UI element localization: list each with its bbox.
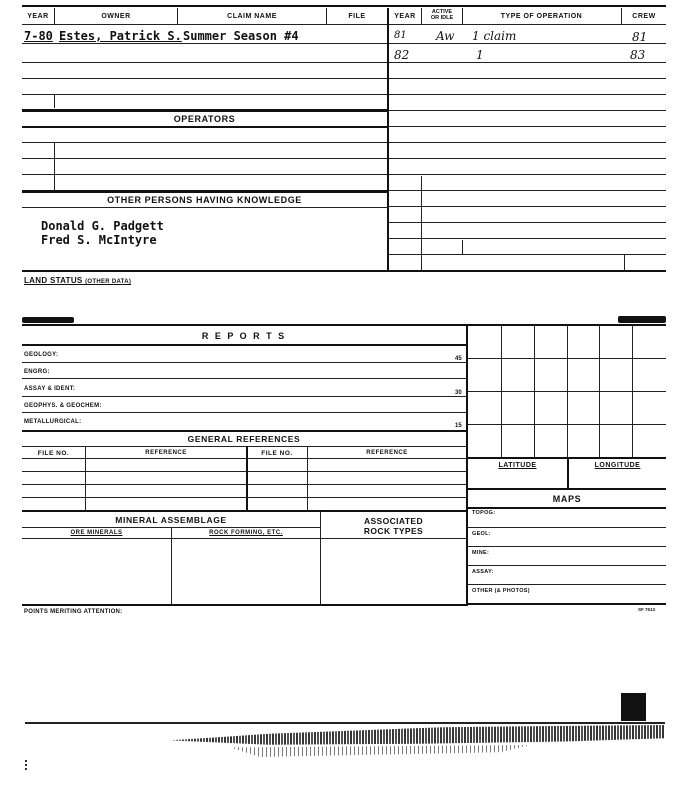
grid-line xyxy=(501,326,502,457)
report-mark: 30 xyxy=(455,390,462,396)
land-status-subtitle: (OTHER DATA) xyxy=(85,279,132,285)
scan-artifact-smudge xyxy=(230,745,530,757)
scan-artifact-square xyxy=(621,693,646,721)
col-header-crew: CREW xyxy=(632,13,656,20)
map-topog: TOPOG: xyxy=(472,510,496,516)
row-line xyxy=(22,174,387,175)
col-header-active-idle xyxy=(422,9,462,21)
top-border xyxy=(22,5,666,7)
row-line xyxy=(22,78,387,79)
report-assay: ASSAY & IDENT: xyxy=(24,386,76,392)
row-line xyxy=(389,43,666,44)
report-mark: 15 xyxy=(455,423,462,429)
col-divider xyxy=(462,240,463,254)
operation-year: 82 xyxy=(394,48,410,62)
associated-rock-types-title xyxy=(321,516,466,536)
operation-crew: 81 xyxy=(632,30,648,44)
row-line xyxy=(22,458,466,459)
row-line xyxy=(22,344,466,346)
row-line xyxy=(22,446,466,447)
col-header-ore-minerals: ORE MINERALS xyxy=(70,530,123,536)
claim-owner: Estes, Patrick S. xyxy=(59,29,182,43)
claim-name: Summer Season #4 xyxy=(183,29,299,43)
col-header-year: YEAR xyxy=(27,13,49,20)
land-status-title xyxy=(24,276,131,285)
col-header-owner: OWNER xyxy=(101,13,131,20)
map-assay: ASSAY: xyxy=(472,569,494,575)
or-idle-label: OR IDLE xyxy=(430,15,454,21)
row-line xyxy=(22,142,387,143)
grid-line xyxy=(567,326,568,457)
map-geol: GEOL: xyxy=(472,531,491,537)
row-line xyxy=(389,142,666,143)
maps-title: MAPS xyxy=(552,494,582,504)
latitude-label: LATITUDE xyxy=(498,462,537,469)
row-line xyxy=(22,604,466,606)
row-line xyxy=(22,362,466,363)
row-line xyxy=(389,78,666,79)
longitude-label: LONGITUDE xyxy=(594,462,641,469)
row-line xyxy=(22,43,387,44)
row-line xyxy=(22,62,387,63)
col-header-file-no-2: FILE NO. xyxy=(261,450,293,457)
col-divider xyxy=(246,446,248,510)
row-line xyxy=(22,94,387,95)
claim-year: 7-80 xyxy=(24,29,53,43)
row-line xyxy=(389,126,666,127)
scan-artifact-smudge xyxy=(170,725,665,747)
scan-artifact xyxy=(22,317,74,323)
row-line xyxy=(468,603,666,605)
row-line xyxy=(22,126,387,128)
col-divider xyxy=(54,143,55,190)
col-header-year-2: YEAR xyxy=(394,13,416,20)
operators-title: OPERATORS xyxy=(173,114,236,124)
report-geophys: GEOPHYS. & GEOCHEM: xyxy=(24,403,102,409)
rock-types-label: ROCK TYPES xyxy=(363,526,424,536)
col-divider xyxy=(307,446,308,510)
row-line xyxy=(389,206,666,207)
report-mark: 45 xyxy=(455,356,462,362)
scan-artifact xyxy=(618,316,666,323)
report-engrg: ENGRG: xyxy=(24,369,50,375)
row-line xyxy=(22,396,466,397)
col-divider xyxy=(421,176,422,270)
other-person-name: Donald G. Padgett xyxy=(41,219,164,233)
col-header-file-no: FILE NO. xyxy=(37,450,70,457)
mineral-assemblage-title: MINERAL ASSEMBLAGE xyxy=(115,515,227,525)
section-border xyxy=(22,324,666,326)
grid-line xyxy=(534,326,535,457)
col-divider xyxy=(171,528,172,605)
row-line xyxy=(320,538,466,539)
row-line xyxy=(389,190,666,191)
grid-line xyxy=(632,326,633,457)
row-line xyxy=(389,238,666,239)
row-line xyxy=(389,62,666,63)
section-divider xyxy=(387,8,389,270)
row-line xyxy=(22,471,466,472)
active-label: ACTIVE xyxy=(431,9,453,15)
row-line xyxy=(468,527,666,528)
header-divider xyxy=(22,24,666,25)
operation-type: 1 claim xyxy=(472,29,517,43)
col-header-rock-forming: ROCK FORMING, ETC. xyxy=(209,530,283,536)
other-person-name: Fred S. McIntyre xyxy=(41,233,157,247)
row-line xyxy=(22,430,466,432)
report-geology: GEOLOGY: xyxy=(24,352,59,358)
row-line xyxy=(389,110,666,111)
row-line xyxy=(468,546,666,547)
map-mine: MINE: xyxy=(472,550,490,556)
row-line xyxy=(22,497,466,498)
operation-active-idle: Aw xyxy=(436,29,455,43)
map-other-photos: OTHER (& PHOTOS) xyxy=(472,588,530,594)
operation-crew: 83 xyxy=(630,48,646,62)
col-header-file: FILE xyxy=(348,13,366,20)
points-meriting-attention: POINTS MERITING ATTENTION: xyxy=(24,609,123,615)
land-status-label: LAND STATUS xyxy=(24,276,83,285)
report-metallurgical: METALLURGICAL: xyxy=(24,419,82,425)
col-header-reference-2: REFERENCE xyxy=(366,450,408,456)
row-line xyxy=(468,584,666,585)
row-line xyxy=(22,190,387,193)
col-divider xyxy=(85,446,86,510)
reports-title: R E P O R T S xyxy=(201,331,287,341)
operation-year: 81 xyxy=(394,30,407,41)
row-line xyxy=(22,510,466,512)
row-line xyxy=(468,488,666,490)
grid-line xyxy=(599,326,600,457)
col-header-claim-name: CLAIM NAME xyxy=(227,13,277,20)
row-line xyxy=(22,484,466,485)
row-line xyxy=(22,109,387,112)
scan-artifact-dots xyxy=(25,760,27,772)
col-header-reference: REFERENCE xyxy=(145,450,187,456)
associated-label: ASSOCIATED xyxy=(363,516,424,526)
row-line xyxy=(22,412,466,413)
row-line xyxy=(468,565,666,566)
row-line xyxy=(389,174,666,175)
col-divider xyxy=(624,254,625,270)
row-line xyxy=(468,507,666,509)
row-line xyxy=(22,270,666,272)
row-line xyxy=(22,378,466,379)
col-header-type-of-operation: TYPE OF OPERATION xyxy=(500,13,583,20)
general-references-title: GENERAL REFERENCES xyxy=(187,434,301,444)
scan-artifact-line xyxy=(25,722,665,724)
row-line xyxy=(22,158,387,159)
row-line xyxy=(22,207,387,208)
other-persons-title: OTHER PERSONS HAVING KNOWLEDGE xyxy=(107,195,302,205)
col-divider xyxy=(54,94,55,108)
row-line xyxy=(389,222,666,223)
row-line xyxy=(389,94,666,95)
form-number: SF 7613 xyxy=(638,607,656,612)
row-line xyxy=(389,158,666,159)
operation-type: 1 xyxy=(476,48,484,62)
